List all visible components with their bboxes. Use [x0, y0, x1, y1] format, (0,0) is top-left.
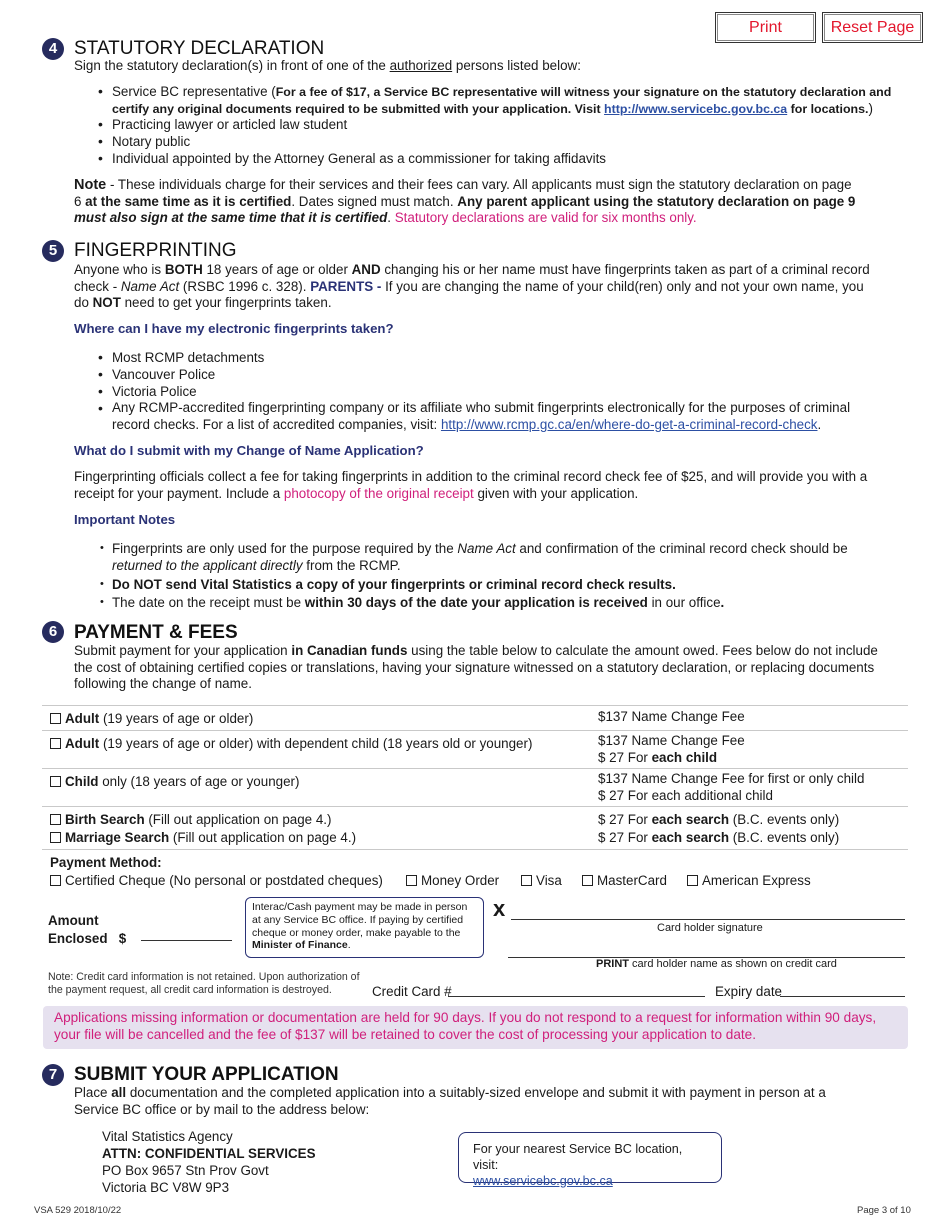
bullet: • — [98, 83, 103, 99]
service-bc-location-box: For your nearest Service BC location, visit: www.servicebc.gov.bc.ca — [458, 1132, 722, 1183]
money-order-checkbox[interactable] — [406, 875, 417, 886]
payment-method-label: Payment Method: — [50, 855, 162, 870]
bullet: • — [100, 578, 104, 590]
pm-money-order[interactable]: Money Order — [406, 873, 499, 890]
section-number-4: 4 — [42, 38, 64, 60]
page-number: Page 3 of 10 — [857, 1205, 911, 1216]
bullet-notary: Notary public — [112, 134, 191, 149]
credit-card-label: Credit Card # — [372, 984, 452, 999]
fee-child: $137 Name Change Fee for first or only child $ 27 For each additional child — [598, 771, 865, 803]
credit-card-number-input[interactable] — [448, 996, 705, 997]
bullet-service-bc: Service BC representative (For a fee of $17, a Service BC representative will witness your signature on the statutory declaration and certify any original documents required to be submitted with your application. Visit http://www.servicebc.gov.bc.ca for locations.) — [112, 84, 892, 116]
amex-checkbox[interactable] — [687, 875, 698, 886]
bullet: • — [98, 349, 103, 365]
servicebc-link[interactable]: http://www.servicebc.gov.bc.ca — [604, 101, 788, 116]
fee-marriage-search: $ 27 For each search (B.C. events only) — [598, 830, 840, 845]
section-number-6: 6 — [42, 621, 64, 643]
fee-row-adult: Adult (19 years of age or older) — [50, 711, 253, 728]
bullet: • — [98, 133, 103, 149]
payment-intro: Submit payment for your application in Canadian funds using the table below to calculate the amount owed. Fees below do not include the cost of obtaining certified copies or translations, having your signature witnessed on a statutory declaration, or replacing documents following the change of name. — [74, 643, 878, 692]
bullet: • — [100, 542, 104, 554]
interac-info-box: Interac/Cash payment may be made in person at any Service BC office. If paying by certified cheque or money order, make payable to the Minister of Finance. — [245, 897, 484, 958]
pm-visa[interactable]: Visa — [521, 873, 562, 890]
bullet: • — [98, 400, 103, 416]
form-id: VSA 529 2018/10/22 — [34, 1205, 122, 1216]
fee-table-divider — [42, 849, 908, 850]
expiry-date-label: Expiry date — [715, 984, 782, 999]
pm-certified-cheque[interactable]: Certified Cheque (No personal or postdated cheques) — [50, 873, 383, 890]
adult-with-child-checkbox[interactable] — [50, 738, 61, 749]
child-checkbox[interactable] — [50, 776, 61, 787]
fee-adult: $137 Name Change Fee — [598, 709, 745, 724]
mailing-address: Vital Statistics Agency ATTN: CONFIDENTIAL SERVICES PO Box 9657 Stn Prov Govt Victoria BC V8W 9P3 — [102, 1129, 316, 1195]
where-fingerprints-heading: Where can I have my electronic fingerprints taken? — [74, 321, 394, 336]
bullet: • — [98, 116, 103, 132]
statutory-intro: Sign the statutory declaration(s) in front of one of the authorized persons listed below: — [74, 58, 581, 73]
card-holder-signature-input[interactable] — [511, 919, 905, 920]
print-button[interactable]: Print — [715, 12, 816, 43]
fee-row-birth-search: Birth Search (Fill out application on page 4.) — [50, 812, 331, 829]
bullet: • — [98, 383, 103, 399]
mastercard-checkbox[interactable] — [582, 875, 593, 886]
note-do-not-send: Do NOT send Vital Statistics a copy of your fingerprints or criminal record check results. — [112, 577, 676, 592]
bullet: • — [98, 366, 103, 382]
section-title-payment-fees: PAYMENT & FEES — [74, 622, 238, 643]
rcmp-link[interactable]: http://www.rcmp.gc.ca/en/where-do-get-a-criminal-record-check — [440, 416, 818, 432]
fee-row-adult-with-child: Adult (19 years of age or older) with dependent child (18 years old or younger) — [50, 736, 532, 753]
expiry-date-input[interactable] — [780, 996, 905, 997]
fee-row-child: Child only (18 years of age or younger) — [50, 774, 299, 791]
pm-mastercard[interactable]: MasterCard — [582, 873, 667, 890]
fee-table-divider — [42, 806, 908, 807]
certified-cheque-checkbox[interactable] — [50, 875, 61, 886]
birth-search-checkbox[interactable] — [50, 814, 61, 825]
card-holder-signature-label: Card holder signature — [657, 922, 763, 934]
fee-adult-with-child: $137 Name Change Fee $ 27 For each child — [598, 733, 745, 765]
section-title-submit-application: SUBMIT YOUR APPLICATION — [74, 1064, 339, 1085]
fee-birth-search: $ 27 For each search (B.C. events only) — [598, 812, 840, 827]
important-notes-heading: Important Notes — [74, 512, 176, 527]
bullet-victoria-police: Victoria Police — [112, 384, 197, 399]
bullet-lawyer: Practicing lawyer or articled law student — [112, 117, 348, 132]
fee-row-marriage-search: Marriage Search (Fill out application on page 4.) — [50, 830, 356, 847]
fingerprinting-intro: Anyone who is BOTH 18 years of age or older AND changing his or her name must have fingerprints taken as part of a criminal record check - Name Act (RSBC 1996 c. 328). PARENTS - If you are changing the name of your child(ren) only and not your own name, you do NOT need to get your fingerprints taken. — [74, 262, 870, 311]
reset-page-button[interactable]: Reset Page — [822, 12, 923, 43]
section-title-fingerprinting: FINGERPRINTING — [74, 240, 237, 261]
bullet: • — [100, 596, 104, 608]
adult-checkbox[interactable] — [50, 713, 61, 724]
card-holder-name-label: PRINT card holder name as shown on credit card — [596, 958, 837, 970]
fee-table-divider — [42, 730, 908, 731]
note-fingerprints-use: Fingerprints are only used for the purpose required by the Name Act and confirmation of the criminal record check should be returned to the applicant directly from the RCMP. — [112, 541, 848, 573]
submit-instructions: Place all documentation and the completed application into a suitably-sized envelope and submit it with payment in person at a Service BC office or by mail to the address below: — [74, 1085, 826, 1117]
section-number-7: 7 — [42, 1064, 64, 1086]
servicebc-location-link[interactable]: www.servicebc.gov.bc.ca — [473, 1174, 613, 1188]
bullet: • — [98, 150, 103, 166]
bullet-accredited-company: Any RCMP-accredited fingerprinting company or its affiliate who submit fingerprints electronically for the purposes of criminal record checks. For a list of accredited companies, visit: http://www.rcmp.gc.ca/en/where-do-get-a-criminal-record-check. — [112, 400, 851, 432]
section-title-statutory-declaration: STATUTORY DECLARATION — [74, 38, 325, 59]
bullet-vancouver-police: Vancouver Police — [112, 367, 216, 382]
credit-card-note: Note: Credit card information is not retained. Upon authorization of the payment request, all credit card information is destroyed. — [48, 971, 360, 996]
signature-x: x — [493, 896, 506, 921]
enclosed-label: Enclosed $ — [48, 931, 127, 946]
section-number-5: 5 — [42, 240, 64, 262]
bullet-commissioner: Individual appointed by the Attorney General as a commissioner for taking affidavits — [112, 151, 606, 166]
fee-table-divider — [42, 705, 908, 706]
amount-label: Amount — [48, 913, 99, 928]
amount-enclosed-input[interactable] — [141, 940, 232, 941]
what-submit-heading: What do I submit with my Change of Name Application? — [74, 443, 424, 458]
bullet-rcmp: Most RCMP detachments — [112, 350, 265, 365]
note-receipt-date: The date on the receipt must be within 30 days of the date your application is received in our office. — [112, 595, 725, 610]
fingerprint-fee-text: Fingerprinting officials collect a fee for taking fingerprints in addition to the criminal record check fee of $25, and will provide you with a receipt for your payment. Include a photocopy of the original receipt given with your application. — [74, 469, 868, 501]
missing-info-warning: Applications missing information or documentation are held for 90 days. If you do not respond to a request for information within 90 days, your file will be cancelled and the fee of $137 will be retained to cover the cost of processing your application to date. — [43, 1006, 908, 1049]
pm-american-express[interactable]: American Express — [687, 873, 811, 890]
fee-table-divider — [42, 768, 908, 769]
marriage-search-checkbox[interactable] — [50, 832, 61, 843]
statutory-note: Note - These individuals charge for their services and their fees can vary. All applicants must sign the statutory declaration on page 6 at the same time as it is certified. Dates signed must match. Any parent applicant using the statutory declaration on page 9 must also sign at the same time that it is certified. Statutory declarations are valid for six months only. — [74, 177, 856, 226]
visa-checkbox[interactable] — [521, 875, 532, 886]
